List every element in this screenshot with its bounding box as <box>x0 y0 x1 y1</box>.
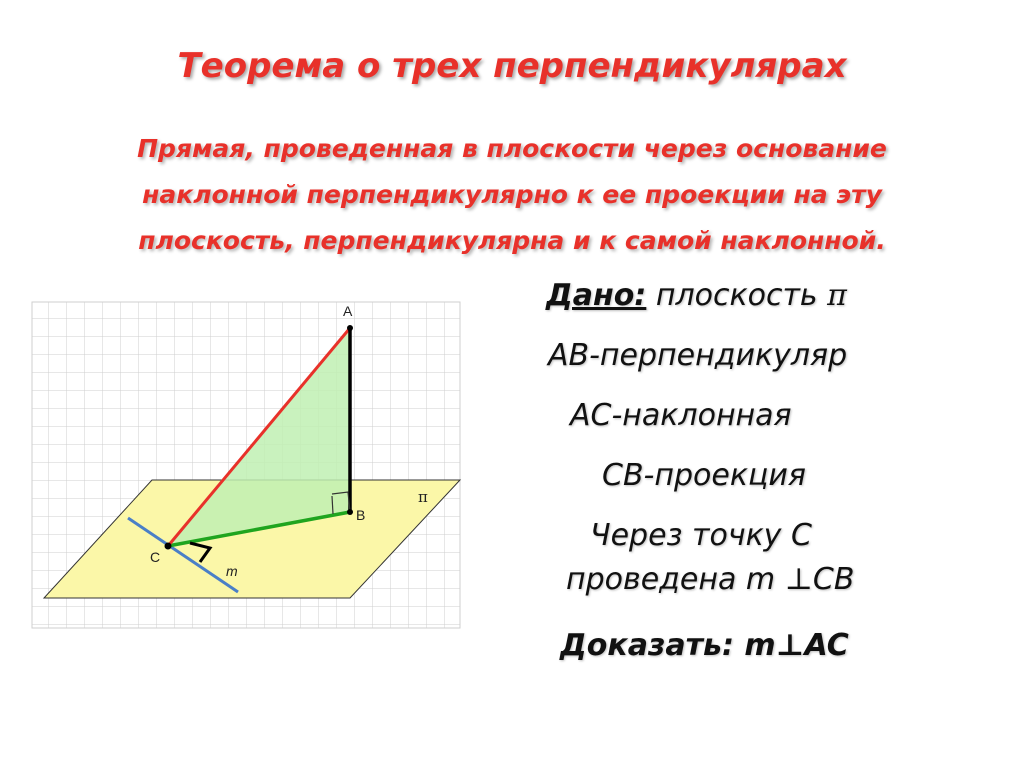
given-line <box>546 278 847 313</box>
label-b: B <box>356 507 366 523</box>
label-a: A <box>343 303 353 319</box>
point-b <box>347 509 353 515</box>
statement-line-1: Прямая, проведенная в плоскости через основание <box>137 134 887 163</box>
theorem-statement <box>40 126 984 264</box>
drawn-prefix: проведена m <box>566 562 785 597</box>
given-through: Через точку С <box>590 518 812 553</box>
label-pi: π <box>418 488 428 506</box>
given-drawn <box>566 562 854 597</box>
given-ab: АВ-перпендикуляр <box>548 338 848 373</box>
statement-line-2: наклонной перпендикулярно к ее проекции на эту <box>142 180 882 209</box>
prove-suffix: AC <box>804 628 849 663</box>
three-perpendiculars-diagram <box>30 300 462 630</box>
given-cb: СВ-проекция <box>602 458 806 493</box>
prove-perp-symbol: ⊥ <box>775 628 805 663</box>
prove-line <box>560 628 849 663</box>
perp-symbol: ⊥ <box>784 562 813 597</box>
given-label: Дано: <box>546 278 647 313</box>
label-c: C <box>150 549 161 565</box>
drawn-suffix: CB <box>812 562 855 597</box>
given-ac: АС-наклонная <box>570 398 792 433</box>
label-m: m <box>226 563 238 579</box>
point-a <box>347 325 353 331</box>
statement-line-3: плоскость, перпендикулярна и к самой наклонной. <box>138 226 886 255</box>
pi-symbol: π <box>827 278 847 313</box>
given-text: плоскость <box>646 278 828 313</box>
point-c <box>165 543 172 550</box>
prove-label: Доказать: m <box>560 628 776 663</box>
slide-title: Теорема о трех перпендикулярах <box>177 46 847 86</box>
